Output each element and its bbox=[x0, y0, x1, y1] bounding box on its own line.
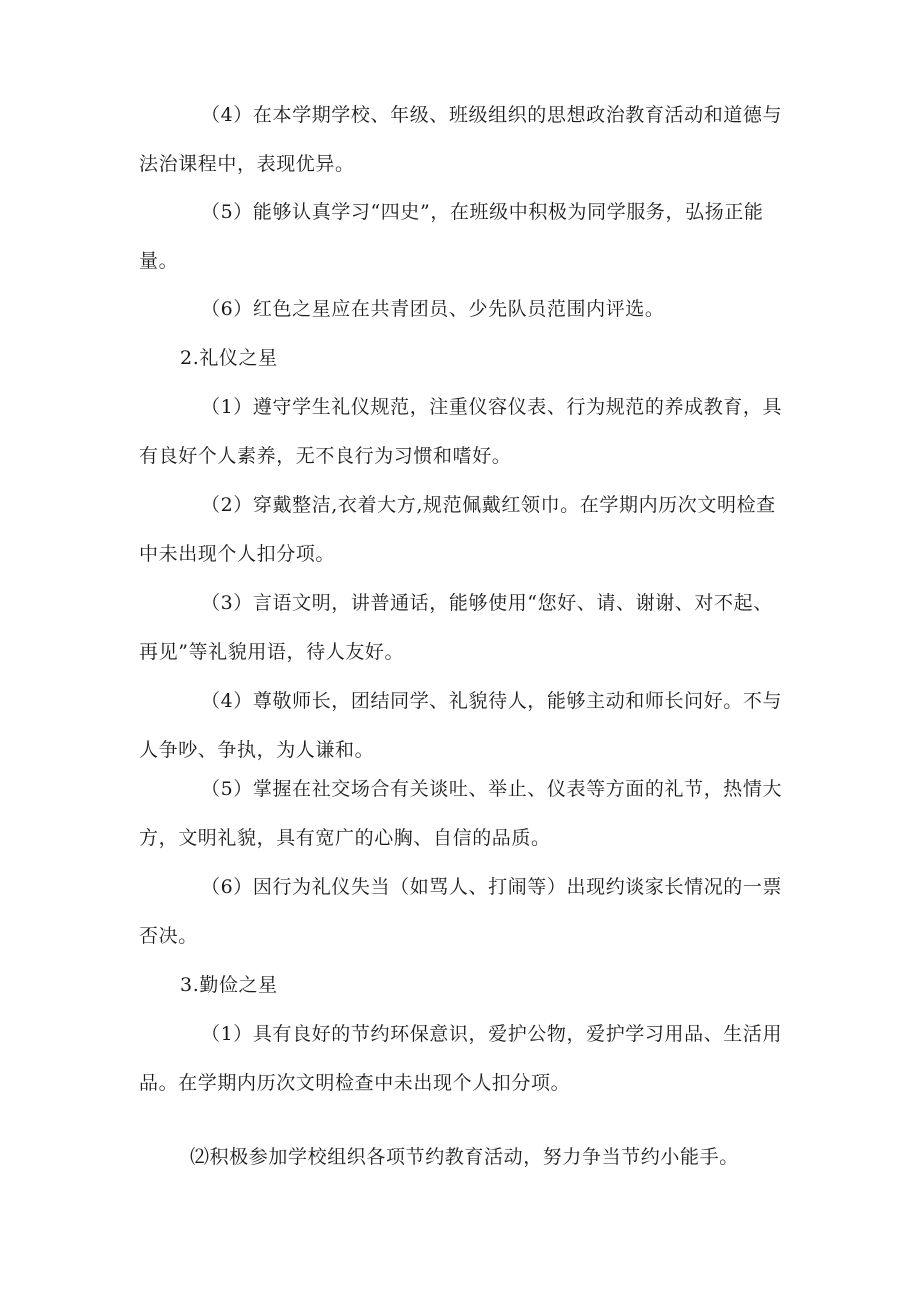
section-heading-etiquette-star: 2.礼仪之星 bbox=[180, 347, 278, 369]
paragraph-etiquette-3: （3）言语文明，讲普通话，能够使用“您好、请、谢谢、对不起、再见”等礼貌用语，待人友好。 bbox=[139, 592, 773, 663]
paragraph-thrift-1: （1）具有良好的节约环保意识，爱护公物，爱护学习用品、生活用品。在学期内历次文明检查中未出现个人扣分项。 bbox=[139, 1023, 783, 1094]
paragraph-red-star-6: （6）红色之星应在共青团员、少先队员范围内评选。 bbox=[201, 298, 665, 320]
paragraph-red-star-4: （4）在本学期学校、年级、班级组织的思想政治教育活动和道德与法治课程中，表现优异。 bbox=[139, 104, 783, 175]
paragraph-etiquette-4: （4）尊敬师长，团结同学、礼貌待人，能够主动和师长问好。不与人争吵、争执，为人谦和。 bbox=[139, 690, 783, 761]
paragraph-etiquette-6: （6）因行为礼仪失当（如骂人、打闹等）出现约谈家长情况的一票否决。 bbox=[139, 876, 783, 947]
paragraph-etiquette-2: （2）穿戴整洁,衣着大方,规范佩戴红领巾。在学期内历次文明检查中未出现个人扣分项。 bbox=[139, 494, 776, 565]
paragraph-etiquette-1: （1）遵守学生礼仪规范，注重仪容仪表、行为规范的养成教育，具有良好个人素养，无不良行为习惯和嗜好。 bbox=[139, 396, 783, 467]
paragraph-etiquette-5: （5）掌握在社交场合有关谈吐、举止、仪表等方面的礼节，热情大方，文明礼貌，具有宽广的心胸、自信的品质。 bbox=[139, 778, 783, 849]
paragraph-red-star-5: （5）能够认真学习“四史”，在班级中积极为同学服务，弘扬正能量。 bbox=[139, 201, 764, 272]
paragraph-thrift-2: ⑵积极参加学校组织各项节约教育活动，努力争当节约小能手。 bbox=[190, 1146, 739, 1168]
section-heading-thrift-star: 3.勤俭之星 bbox=[180, 974, 278, 996]
